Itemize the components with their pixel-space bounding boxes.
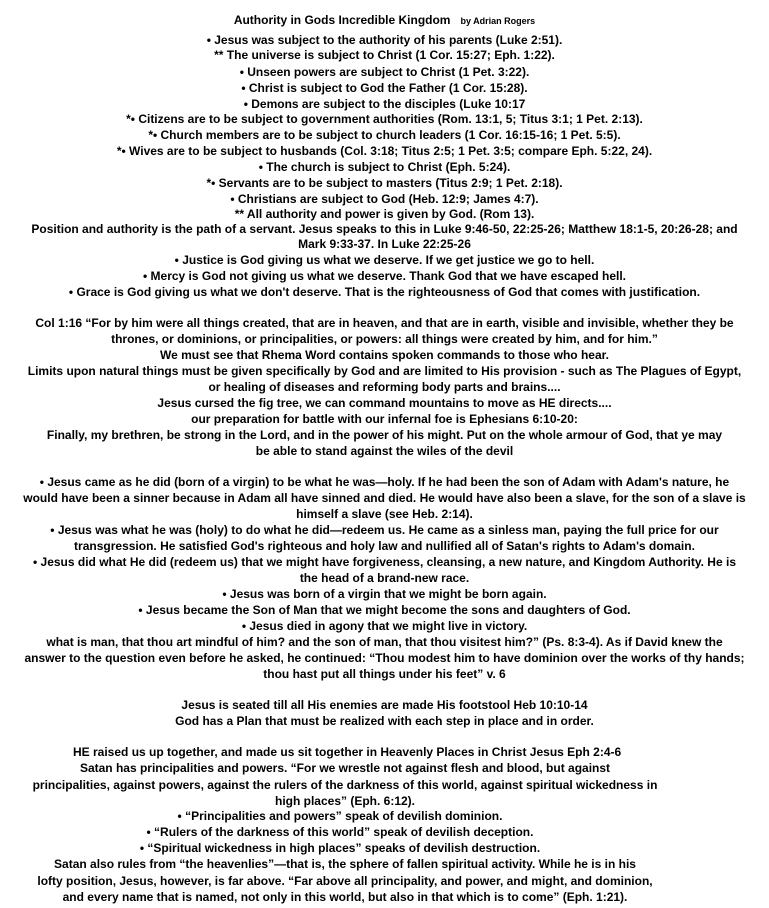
limits-line: or healing of diseases and reforming body parts and brains....	[208, 380, 561, 394]
psalm-line: answer to the question even before he asked, he continued: “Thou modest him to have dominion over the works of thy hands;	[24, 651, 745, 665]
subject-list-item: • Unseen powers are subject to Christ (1 Pet. 3:22).	[239, 65, 530, 79]
grace-line: • Grace is God giving us what we don't deserve. That is the righteousness of God that comes with justification.	[68, 285, 701, 299]
jesus-did-line: • Jesus did what He did (redeem us) that we might have forgiveness, cleansing, a new nature, and Kingdom Authority. He is	[32, 555, 736, 569]
subject-list-item: ** The universe is subject to Christ (1 Cor. 15:27; Eph. 1:22).	[214, 48, 555, 62]
subject-list-item: *• Citizens are to be subject to government authorities (Rom. 13:1, 5; Titus 3:1; 1 Pet. 2:13).	[126, 112, 643, 126]
psalm-line: what is man, that thou art mindful of him? and the son of man, that thou visitest him?” (Ps. 8:3-4). As if David knew the	[46, 635, 723, 649]
became-line: • Jesus became the Son of Man that we might become the sons and daughters of God.	[138, 603, 631, 617]
satan-rules-line: lofty position, Jesus, however, is far above. “Far above all principality, and power, and might, and dominion,	[37, 873, 653, 888]
rulers-line: • “Rulers of the darkness of this world” speak of devilish deception.	[146, 825, 534, 839]
jesus-was-line: • Jesus was what he was (holy) to do what he did—redeem us. He came as a sinless man, paying the full price for our	[50, 523, 719, 537]
subject-list-item: • The church is subject to Christ (Eph. 5:24).	[258, 160, 511, 174]
spiritual-line: • “Spiritual wickedness in high places” speaks of devilish destruction.	[139, 841, 541, 855]
subject-list-item: *• Wives are to be subject to husbands (Col. 3:18; Titus 2:5; 1 Pet. 3:5; compare Eph. 5:22, 24).	[116, 144, 653, 158]
col-verse-line: Col 1:16 “For by him were all things created, that are in heaven, and that are in earth, visible and invisible, whether they be	[35, 316, 734, 330]
psalm-line: thou hast put all things under his feet” v. 6	[263, 667, 506, 681]
limits-line: Limits upon natural things must be given specifically by God and are limited to His provision - such as The Plagues of Egypt,	[27, 364, 742, 378]
satan-powers-line: principalities, against powers, against the rulers of the darkness of this world, against spiritual wickedness in	[32, 777, 658, 792]
satan-powers-paragraph	[10, 760, 680, 810]
satan-rules-paragraph	[10, 856, 680, 906]
fig-tree-line: Jesus cursed the fig tree, we can command mountains to move as HE directs....	[157, 396, 612, 410]
subject-list-item: • Demons are subject to the disciples (Luke 10:17	[243, 97, 526, 111]
born-line: • Jesus was born of a virgin that we might be born again.	[222, 587, 547, 601]
satan-powers-line: high places” (Eph. 6:12).	[274, 794, 416, 808]
satan-rules-line: Satan also rules from “the heavenlies”—that is, the sphere of fallen spiritual activity. While he is in his	[54, 857, 636, 871]
plan-line: God has a Plan that must be realized with each step in place and in order.	[175, 714, 594, 728]
finally-line: Finally, my brethren, be strong in the Lord, and in the power of his might. Put on the whole armour of God, that ye may	[46, 428, 723, 442]
subject-list-item: • Christ is subject to God the Father (1 Cor. 15:28).	[241, 81, 528, 95]
subject-list-item: ** All authority and power is given by God. (Rom 13).	[234, 207, 535, 221]
subject-list-item: • Christians are subject to God (Heb. 12:9; James 4:7).	[230, 192, 539, 206]
jesus-came-line: himself a slave (see Heb. 2:14).	[296, 507, 473, 521]
subject-list-item: *• Church members are to be subject to church leaders (1 Cor. 16:15-16; 1 Pet. 5:5).	[148, 128, 621, 142]
satan-powers-line: Satan has principalities and powers. “For we wrestle not against flesh and blood, but against	[79, 761, 611, 775]
mercy-line: • Mercy is God not giving us what we deserve. Thank God that we have escaped hell.	[143, 269, 626, 283]
jesus-did-line: the head of a brand-new race.	[299, 571, 470, 585]
rhema-line: We must see that Rhema Word contains spoken commands to those who hear.	[160, 348, 609, 362]
document-author: by Adrian Rogers	[460, 16, 536, 26]
seated-line: Jesus is seated till all His enemies are made His footstool Heb 10:10-14	[181, 698, 588, 712]
col-verse-line: thrones, or dominions, or principalities, or powers: all things were created by him, and for him.”	[111, 332, 658, 346]
preparation-line: our preparation for battle with our infernal foe is Ephesians 6:10-20:	[191, 412, 578, 426]
died-line: • Jesus died in agony that we might live in victory.	[241, 619, 528, 633]
subject-list-item: *• Servants are to be subject to masters (Titus 2:9; 1 Pet. 2:18).	[206, 176, 563, 190]
raised-line: HE raised us up together, and made us sit together in Heavenly Places in Christ Jesus Eph 2:4-6	[73, 745, 622, 759]
position-line: Mark 9:33-37. In Luke 22:25-26	[298, 237, 471, 251]
jesus-came-line: would have been a sinner because in Adam all have sinned and died. He would have also been a slave, for the son of a slave is	[23, 491, 746, 505]
jesus-came-line: • Jesus came as he did (born of a virgin) to be what he was—holy. If he had been the son of Adam with Adam's nature, he	[39, 475, 730, 489]
satan-rules-line: and every name that is named, not only in this world, but also in that which is to come” (Eph. 1:21).	[62, 890, 628, 904]
position-line: Position and authority is the path of a servant. Jesus speaks to this in Luke 9:46-50, 22:25-26; Matthew 18:1-5, 20:26-28; and	[31, 222, 738, 236]
subject-list-item: • Jesus was subject to the authority of his parents (Luke 2:51).	[206, 33, 563, 47]
jesus-was-line: transgression. He satisfied God's righteous and holy law and nullified all of Satan's rights to Adam's domain.	[74, 539, 695, 553]
finally-line: be able to stand against the wiles of the devil	[255, 444, 514, 458]
justice-line: • Justice is God giving us what we deserve. If we get justice we go to hell.	[174, 253, 595, 267]
document-title: Authority in Gods Incredible Kingdom	[233, 13, 451, 27]
principalities-line: • “Principalities and powers” speak of devilish dominion.	[177, 809, 503, 823]
title-row	[0, 11, 769, 29]
